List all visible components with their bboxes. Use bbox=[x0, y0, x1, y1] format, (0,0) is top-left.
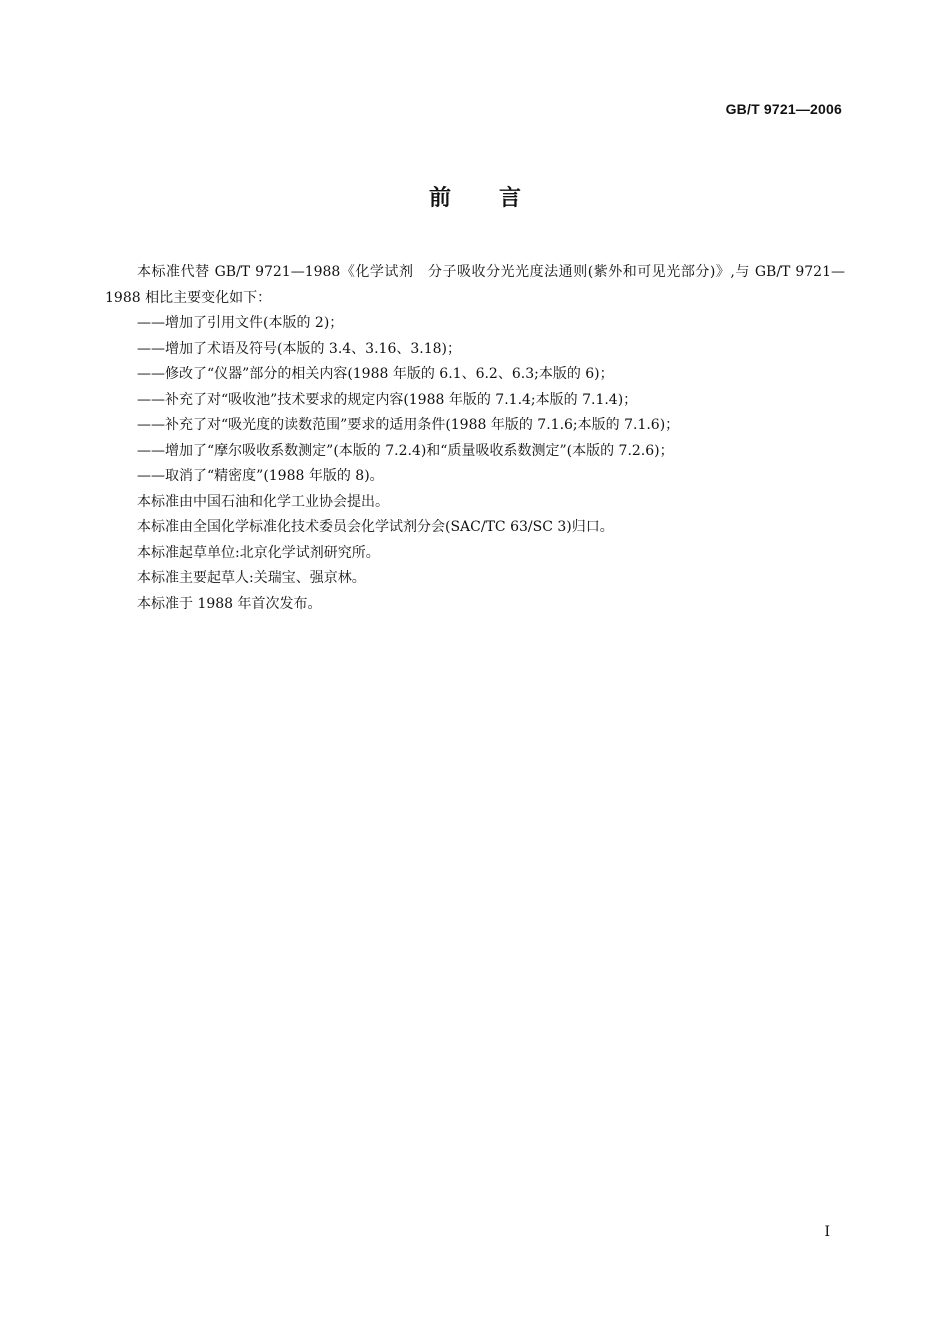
list-item: ——补充了对“吸收池”技术要求的规定内容(1988 年版的 7.1.4;本版的 7.1.4)； bbox=[137, 391, 638, 408]
intro-paragraph: 本标准代替 GB/T 9721—1988《化学试剂 分子吸收分光光度法通则(紫外和可见光部分)》,与 GB/T 9721—1988 相比主要变化如下： bbox=[105, 264, 845, 306]
list-item: ——增加了引用文件(本版的 2)； bbox=[137, 315, 344, 331]
list-item: ——补充了对“吸光度的读数范围”要求的适用条件(1988 年版的 7.1.6;本版的 7.1.6)； bbox=[137, 417, 680, 433]
first-release-statement: 本标准于 1988 年首次发布。 bbox=[137, 595, 322, 612]
list-item: ——增加了“摩尔吸收系数测定”(本版的 7.2.4)和“质量吸收系数测定”(本版的 7.2.6)； bbox=[137, 442, 674, 459]
drafting-unit-statement: 本标准起草单位:北京化学试剂研究所。 bbox=[137, 544, 380, 561]
list-item: ——修改了“仪器”部分的相关内容(1988 年版的 6.1、6.2、6.3;本版的 6)； bbox=[137, 366, 614, 382]
changes-list bbox=[105, 311, 845, 490]
page-title: 前言 bbox=[428, 186, 569, 211]
committee-statement: 本标准由全国化学标准化技术委员会化学试剂分会(SAC/TC 63/SC 3)归口。 bbox=[137, 519, 614, 535]
list-item: ——取消了“精密度”(1988 年版的 8)。 bbox=[137, 468, 384, 484]
foreword-body bbox=[105, 260, 845, 617]
standard-number: GB/T 9721—2006 bbox=[725, 101, 842, 117]
list-item: ——增加了术语及符号(本版的 3.4、3.16、3.18)； bbox=[137, 340, 461, 357]
drafters-statement: 本标准主要起草人:关瑞宝、强京林。 bbox=[137, 570, 366, 586]
proposer-statement: 本标准由中国石油和化学工业协会提出。 bbox=[137, 493, 389, 510]
page-number: I bbox=[824, 1224, 830, 1240]
